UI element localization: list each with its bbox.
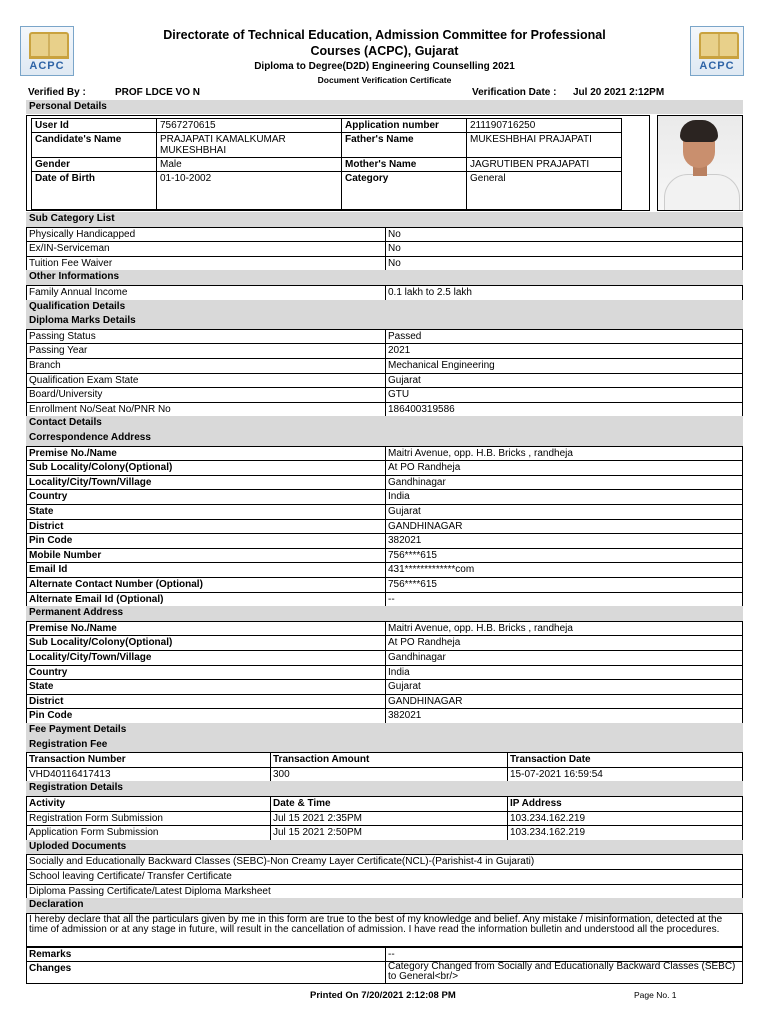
section-qualification-details: Qualification Details (26, 300, 743, 315)
permanent-row-label: State (29, 681, 54, 693)
changes-value: Category Changed from Socially and Educationally Backward Classes (SEBC) to General<br/> (385, 962, 744, 983)
qualification-row-value: Gujarat (385, 374, 744, 388)
qualification-row (26, 358, 743, 374)
fee-header-row-col-1: Transaction Number (29, 754, 126, 766)
registration-header-row-col-2: Date & Time (270, 797, 509, 811)
fee-header-row-col-3: Transaction Date (507, 753, 744, 767)
correspondence-row-value: India (385, 490, 744, 504)
correspondence-row-label: Email Id (29, 564, 68, 576)
registration-row-col-1: Application Form Submission (29, 827, 159, 839)
permanent-row (26, 621, 743, 637)
section-contact-details: Contact Details (26, 416, 743, 431)
fee-header-row-col-2: Transaction Amount (270, 753, 509, 767)
category-label: Category (342, 172, 467, 210)
correspondence-row-value: 756****615 (385, 578, 744, 592)
correspondence-row-label: Sub Locality/Colony(Optional) (29, 462, 173, 474)
qualification-row-value: 186400319586 (385, 403, 744, 417)
correspondence-row-value: At PO Randheja (385, 461, 744, 475)
permanent-row-value: India (385, 666, 744, 680)
correspondence-row (26, 446, 743, 462)
permanent-row-label: Country (29, 666, 68, 678)
subcategory-row (26, 241, 743, 257)
qualification-row-label: Qualification Exam State (29, 374, 139, 386)
subcategory-row-label: Tuition Fee Waiver (29, 257, 113, 269)
registration-row-col-1: Registration Form Submission (29, 812, 163, 824)
permanent-row-label: District (29, 695, 64, 707)
qualification-row-label: Branch (29, 360, 61, 371)
qualification-row-label: Passing Status (29, 330, 96, 342)
correspondence-row-value: -- (385, 593, 744, 607)
permanent-row-value: Gujarat (385, 680, 744, 694)
correspondence-row (26, 489, 743, 505)
changes-row (26, 961, 743, 984)
uploaded-document: Socially and Educationally Backward Classes (SEBC)-Non Creamy Layer Certificate(NCL)-(Parishist-4 in Gujarati) (29, 856, 535, 868)
permanent-row (26, 650, 743, 666)
application-number-value: 211190716250 (467, 119, 622, 133)
father-name-value: MUKESHBHAI PRAJAPATI (467, 133, 622, 158)
fee-row-col-1: VHD40116417413 (29, 768, 111, 780)
qualification-row-value: Passed (385, 330, 744, 344)
mother-name-label: Mother's Name (342, 158, 467, 172)
permanent-row-value: Gandhinagar (385, 651, 744, 665)
subcategory-row-value: No (385, 228, 744, 242)
correspondence-row-label: Alternate Contact Number (Optional) (29, 579, 203, 590)
user-id-value: 7567270615 (157, 119, 342, 133)
qualification-row (26, 402, 743, 418)
upload-row (26, 869, 743, 885)
qualification-row-value: GTU (385, 388, 744, 402)
title-line-1: Directorate of Technical Education, Admission Committee for Professional (163, 28, 606, 42)
dob-value: 01-10-2002 (157, 172, 342, 210)
correspondence-row-label: Country (29, 491, 68, 503)
subtitle: Diploma to Degree(D2D) Engineering Counselling 2021 (254, 61, 515, 72)
fee-row (26, 767, 743, 783)
section-declaration: Declaration (26, 898, 743, 913)
upload-row (26, 854, 743, 870)
correspondence-row-label: Pin Code (29, 535, 73, 547)
correspondence-row-value: Gujarat (385, 505, 744, 519)
permanent-row-value: GANDHINAGAR (385, 695, 744, 709)
candidate-name-label: Candidate's Name (32, 133, 157, 158)
mother-name-value: JAGRUTIBEN PRAJAPATI (467, 158, 622, 172)
changes-label: Changes (29, 963, 72, 975)
remarks-label: Remarks (29, 948, 72, 960)
subcategory-row-label: Ex/IN-Serviceman (29, 243, 110, 255)
correspondence-row (26, 460, 743, 476)
acpc-logo-right: ACPC (690, 26, 744, 76)
permanent-row (26, 635, 743, 651)
document-title: Document Verification Certificate (317, 75, 452, 85)
correspondence-row-label: State (29, 506, 54, 517)
correspondence-row (26, 577, 743, 593)
permanent-row-value: Maitri Avenue, opp. H.B. Bricks , randheja (385, 622, 744, 636)
section-fee-payment: Fee Payment Details (26, 723, 743, 738)
qualification-row (26, 343, 743, 359)
qualification-row (26, 387, 743, 403)
correspondence-row (26, 519, 743, 535)
correspondence-row-value: GANDHINAGAR (385, 520, 744, 534)
printed-on: Printed On 7/20/2021 2:12:08 PM (310, 990, 456, 1001)
subcategory-row-value: No (385, 257, 744, 271)
permanent-row-label: Pin Code (29, 710, 73, 722)
correspondence-row (26, 475, 743, 491)
remarks-row (26, 947, 743, 963)
registration-row-col-2: Jul 15 2021 2:35PM (270, 812, 509, 826)
category-value: General (467, 172, 622, 210)
correspondence-row (26, 592, 743, 608)
qualification-row (26, 329, 743, 345)
registration-header-row-col-3: IP Address (507, 797, 744, 811)
section-other-informations: Other Informations (26, 270, 743, 285)
subsection-diploma-marks: Diploma Marks Details (26, 314, 743, 329)
page-number: Page No. 1 (634, 990, 677, 1000)
uploaded-document: School leaving Certificate/ Transfer Certificate (29, 871, 232, 882)
uploaded-document: Diploma Passing Certificate/Latest Diploma Marksheet (29, 885, 271, 897)
correspondence-row (26, 548, 743, 564)
qualification-row-label: Passing Year (29, 345, 88, 357)
correspondence-row (26, 504, 743, 520)
subcategory-row-label: Physically Handicapped (29, 228, 136, 240)
gender-value: Male (157, 158, 342, 172)
candidate-name-value: PRAJAPATI KAMALKUMAR MUKESHBHAI (157, 133, 342, 158)
other-info-row-label: Family Annual Income (29, 287, 128, 298)
correspondence-row-value: Maitri Avenue, opp. H.B. Bricks , randheja (385, 447, 744, 461)
registration-row-col-3: 103.234.162.219 (507, 826, 744, 840)
correspondence-row-value: Gandhinagar (385, 476, 744, 490)
declaration-text: I hereby declare that all the particulars given by me in this form are true to the best of my knowledge and belief. Any mistake / misinformation, detected at the time of admission or at any stage in future, will result in the cancellation of admission. I have read the information bulletin and understood all the procedures. (26, 913, 743, 947)
subcategory-row (26, 256, 743, 272)
permanent-row-label: Premise No./Name (29, 622, 117, 634)
upload-row (26, 884, 743, 900)
registration-row (26, 825, 743, 841)
correspondence-row-value: 431*************com (385, 563, 744, 577)
subsection-permanent-address: Permanent Address (26, 606, 743, 621)
verification-date-value: Jul 20 2021 2:12PM (573, 87, 665, 98)
fee-row-col-2: 300 (270, 768, 509, 782)
application-number-label: Application number (342, 119, 467, 133)
other-info-row (26, 285, 743, 301)
subcategory-row-value: No (385, 242, 744, 256)
remarks-value: -- (385, 948, 744, 962)
correspondence-row-value: 382021 (385, 534, 744, 548)
verified-by-label: Verified By : (28, 87, 86, 98)
registration-header-row (26, 796, 743, 812)
section-uploaded-documents: Uploded Documents (26, 840, 743, 855)
title-line-2: Courses (ACPC), Gujarat (310, 44, 459, 58)
correspondence-row (26, 562, 743, 578)
permanent-row (26, 708, 743, 724)
correspondence-row (26, 533, 743, 549)
correspondence-row-label: Locality/City/Town/Village (29, 476, 152, 488)
correspondence-row-value: 756****615 (385, 549, 744, 563)
permanent-row (26, 665, 743, 681)
father-name-label: Father's Name (342, 133, 467, 158)
permanent-row-value: 382021 (385, 709, 744, 723)
correspondence-row-label: Mobile Number (29, 549, 102, 561)
qualification-row-value: 2021 (385, 344, 744, 358)
permanent-row-label: Sub Locality/Colony(Optional) (29, 637, 173, 649)
section-sub-category: Sub Category List (26, 212, 743, 227)
qualification-row-value: Mechanical Engineering (385, 359, 744, 373)
personal-details-box (26, 115, 650, 211)
permanent-row-label: Locality/City/Town/Village (29, 652, 152, 663)
fee-header-row (26, 752, 743, 768)
user-id-label: User Id (32, 119, 157, 133)
personal-details-table (31, 118, 622, 210)
header (26, 26, 743, 86)
subcategory-row (26, 227, 743, 243)
verification-date-label: Verification Date : (472, 87, 557, 98)
registration-row-col-2: Jul 15 2021 2:50PM (270, 826, 509, 840)
correspondence-row-label: Alternate Email Id (Optional) (29, 593, 164, 605)
permanent-row (26, 694, 743, 710)
correspondence-row-label: Premise No./Name (29, 447, 117, 459)
qualification-row-label: Enrollment No/Seat No/PNR No (29, 403, 171, 415)
verified-by-value: PROF LDCE VO N (115, 87, 201, 98)
permanent-row-value: At PO Randheja (385, 636, 744, 650)
permanent-row (26, 679, 743, 695)
qualification-row-label: Board/University (29, 389, 103, 401)
dob-label: Date of Birth (32, 172, 157, 210)
fee-row-col-3: 15-07-2021 16:59:54 (507, 768, 744, 782)
registration-row (26, 811, 743, 827)
registration-row-col-3: 103.234.162.219 (507, 812, 744, 826)
acpc-logo-left: ACPC (20, 26, 74, 76)
registration-header-row-col-1: Activity (29, 798, 66, 809)
subsection-registration-fee: Registration Fee (26, 738, 743, 753)
section-personal-details: Personal Details (26, 100, 743, 114)
correspondence-row-label: District (29, 520, 64, 532)
gender-label: Gender (32, 158, 157, 172)
qualification-row (26, 373, 743, 389)
candidate-photo (657, 115, 743, 211)
other-info-row-value: 0.1 lakh to 2.5 lakh (385, 286, 744, 300)
subsection-correspondence-address: Correspondence Address (26, 431, 743, 446)
section-registration-details: Registration Details (26, 781, 743, 796)
